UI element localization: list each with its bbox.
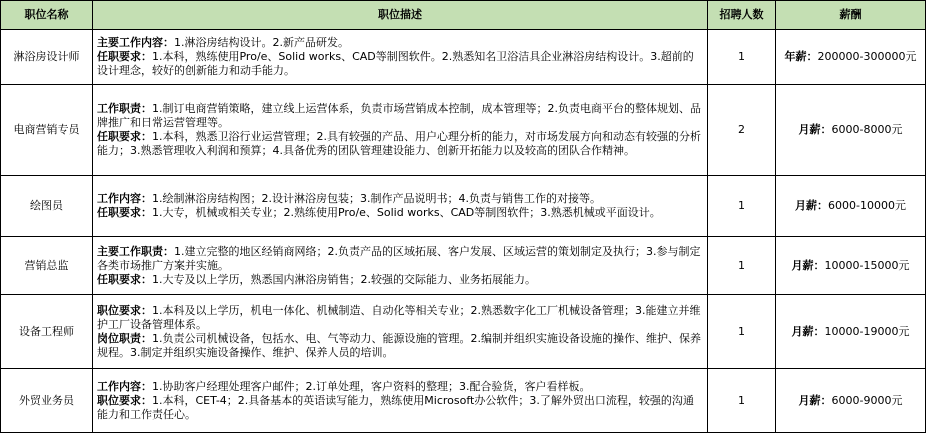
description-cell	[93, 237, 708, 295]
salary-cell	[776, 237, 926, 295]
description-label: 任职要求：	[97, 272, 152, 286]
header-salary: 薪酬	[776, 1, 926, 30]
description-text: 1.协助客户经理处理客户邮件；2.订单处理，客户资料的整理；3.配合验货，客户看样板。	[152, 379, 591, 393]
description-label: 主要工作职责：	[97, 244, 174, 258]
salary-value: 10000-15000元	[824, 258, 910, 272]
salary-value: 6000-10000元	[828, 199, 906, 212]
description-label: 职位要求：	[97, 303, 152, 317]
description-cell	[93, 295, 708, 369]
description-cell	[93, 176, 708, 237]
salary-label: 年薪：	[784, 50, 818, 63]
description-text: 1.制订电商营销策略，建立线上运营体系，负责市场营销成本控制，成本管理等；2.负责电商平台的整体规划、品牌推广和日常运营管理等。	[97, 102, 701, 129]
position-cell: 绘图员	[1, 176, 93, 237]
description-label: 岗位职责：	[97, 331, 152, 345]
headcount-cell: 1	[708, 369, 776, 433]
salary-label: 月薪：	[798, 123, 832, 136]
salary-cell	[776, 30, 926, 85]
salary-label: 月薪：	[791, 324, 825, 338]
description-line	[97, 36, 703, 50]
headcount-cell: 1	[708, 237, 776, 295]
description-line	[97, 102, 703, 130]
salary-value: 6000-8000元	[831, 123, 903, 136]
table-row	[1, 369, 926, 433]
position-cell: 营销总监	[1, 237, 93, 295]
header-row	[1, 1, 926, 30]
table-row	[1, 85, 926, 176]
description-line	[97, 50, 703, 78]
description-label: 工作内容：	[97, 192, 152, 205]
salary-cell	[776, 85, 926, 176]
description-line	[97, 332, 703, 360]
description-line	[97, 192, 703, 206]
salary-cell	[776, 295, 926, 369]
description-label: 任职要求：	[97, 130, 152, 143]
description-line	[97, 380, 703, 394]
table-row	[1, 237, 926, 295]
description-text: 1.本科及以上学历，机电一体化、机械制造、自动化等相关专业；2.熟悉数字化工厂机械设备管理；3.能建立并维护工厂设备管理体系。	[97, 303, 701, 331]
salary-value: 200000-300000元	[817, 50, 917, 63]
description-line	[97, 273, 703, 287]
description-line	[97, 206, 703, 220]
headcount-cell: 1	[708, 295, 776, 369]
salary-cell	[776, 176, 926, 237]
salary-label: 月薪：	[795, 199, 829, 212]
position-cell: 淋浴房设计师	[1, 30, 93, 85]
description-text: 1.绘制淋浴房结构图；2.设计淋浴房包装；3.制作产品说明书；4.负责与销售工作的对接等。	[152, 192, 601, 205]
description-label: 工作职责：	[97, 102, 152, 115]
salary-value: 10000-19000元	[824, 324, 910, 338]
description-line	[97, 394, 703, 422]
table-row	[1, 30, 926, 85]
description-label: 工作内容：	[97, 379, 152, 393]
description-label: 职位要求：	[97, 393, 152, 407]
header-description: 职位描述	[93, 1, 708, 30]
header-position: 职位名称	[1, 1, 93, 30]
headcount-cell: 1	[708, 30, 776, 85]
position-cell: 外贸业务员	[1, 369, 93, 433]
headcount-cell: 1	[708, 176, 776, 237]
salary-label: 月薪：	[798, 393, 832, 407]
description-text: 1.大专，机械或相关专业；2.熟练使用Pro/e、Solid works、CAD等制图软件；3.熟悉机械或平面设计。	[152, 206, 661, 219]
description-text: 1.建立完整的地区经销商网络；2.负责产品的区域拓展、客户发展、区域运营的策划制定及执行；3.参与制定各类市场推广方案并实施。	[97, 244, 701, 272]
description-label: 主要工作内容：	[97, 36, 174, 49]
description-cell	[93, 85, 708, 176]
description-line	[97, 130, 703, 158]
salary-value: 6000-9000元	[831, 393, 903, 407]
description-cell	[93, 369, 708, 433]
position-cell: 电商营销专员	[1, 85, 93, 176]
description-text: 1.本科，熟练使用Pro/e、Solid works、CAD等制图软件。2.熟悉知名卫浴洁具企业淋浴房结构设计。3.超前的设计理念，较好的创新能力和动手能力。	[97, 50, 694, 77]
description-text: 1.负责公司机械设备，包括水、电、气等动力、能源设施的管理。2.编制并组织实施设备设施的操作、维护、保养规程。3.制定并组织实施设备操作、维护、保养人员的培训。	[97, 331, 701, 359]
salary-label: 月薪：	[791, 258, 825, 272]
description-text: 1.本科，熟悉卫浴行业运营管理；2.具有较强的产品、用户心理分析的能力，对市场发展方向和动态有较强的分析能力；3.熟悉管理收入利润和预算；4.具备优秀的团队管理建设能力、创新开拓能力以及较高的团队合作精神。	[97, 130, 701, 157]
description-text: 1.淋浴房结构设计。2.新产品研发。	[174, 36, 349, 49]
table-row	[1, 295, 926, 369]
position-cell: 设备工程师	[1, 295, 93, 369]
description-label: 任职要求：	[97, 206, 152, 219]
description-cell	[93, 30, 708, 85]
salary-cell	[776, 369, 926, 433]
description-line	[97, 304, 703, 332]
header-headcount: 招聘人数	[708, 1, 776, 30]
description-label: 任职要求：	[97, 50, 152, 63]
description-text: 1.大专及以上学历，熟悉国内淋浴房销售；2.较强的交际能力、业务拓展能力。	[152, 272, 536, 286]
description-line	[97, 245, 703, 273]
headcount-cell: 2	[708, 85, 776, 176]
description-text: 1.本科，CET-4；2.具备基本的英语读写能力，熟练使用Microsoft办公软件；3.了解外贸出口流程，较强的沟通能力和工作责任心。	[97, 393, 694, 421]
table-row	[1, 176, 926, 237]
